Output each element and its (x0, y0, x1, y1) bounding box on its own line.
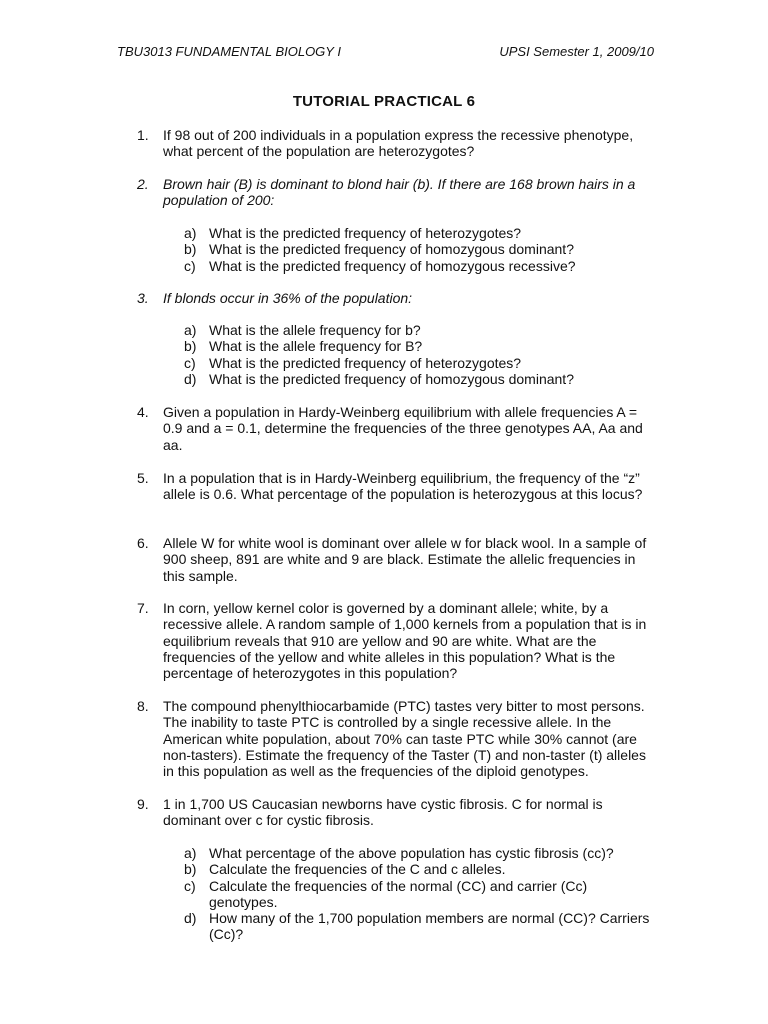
question-text: If 98 out of 200 individuals in a population express the recessive phenotype, what percent of the population are heterozygotes? (163, 127, 634, 160)
question-text: If blonds occur in 36% of the population: (163, 290, 413, 306)
subpart (184, 225, 654, 241)
page-title: TUTORIAL PRACTICAL 6 (292, 93, 476, 110)
subpart-text: How many of the 1,700 population members are normal (CC)? Carriers (Cc)? (209, 910, 650, 943)
question-number: 3. (137, 290, 149, 306)
subpart-text: What is the predicted frequency of homozygous recessive? (209, 257, 576, 274)
subpart-label: b) (184, 338, 197, 355)
question-text: Allele W for white wool is dominant over allele w for black wool. In a sample of 900 sheep, 891 are white and 9 are black. Estimate the allelic frequencies in this sample. (163, 535, 647, 584)
question-number: 5. (137, 470, 149, 486)
question-2-subparts (184, 225, 654, 274)
subpart-text: What is the predicted frequency of homozygous dominant? (209, 241, 574, 258)
question-text: Brown hair (B) is dominant to blond hair (b). If there are 168 brown hairs in a population of 200: (163, 176, 636, 209)
subpart (184, 878, 654, 911)
question-number: 7. (137, 600, 149, 616)
subpart-text: What percentage of the above population has cystic fibrosis (cc)? (209, 845, 614, 861)
question-text: In corn, yellow kernel color is governed by a dominant allele; white, by a recessive allele. A random sample of 1,000 kernels from a population that is in equilibrium reveals that 910 are yellow and 90 are white. What are the frequencies of the yellow and white alleles in this population? What is the percentage of heterozygotes in this population? (163, 600, 647, 682)
subpart (184, 338, 654, 354)
question-number: 8. (137, 698, 149, 714)
subpart (184, 861, 654, 877)
question-number: 2. (137, 176, 149, 192)
question-1 (137, 127, 657, 160)
question-number: 4. (137, 404, 149, 420)
subpart-text: Calculate the frequencies of the normal (CC) and carrier (Cc) genotypes. (209, 877, 588, 910)
question-text: Given a population in Hardy-Weinberg equilibrium with allele frequencies A = 0.9 and a = 0.1, determine the frequencies of the three genotypes AA, Aa and aa. (163, 404, 643, 453)
subpart (184, 258, 654, 274)
subpart-text: What is the predicted frequency of heterozygotes? (209, 354, 522, 371)
subpart-label: b) (184, 861, 197, 878)
question-3 (137, 290, 657, 306)
question-9 (137, 796, 657, 829)
question-7 (137, 600, 657, 681)
question-8 (137, 698, 657, 779)
subpart (184, 241, 654, 257)
question-text: 1 in 1,700 US Caucasian newborns have cystic fibrosis. C for normal is dominant over c for cystic fibrosis. (163, 796, 603, 829)
subpart-text: What is the allele frequency for b? (209, 322, 421, 338)
subpart (184, 910, 654, 943)
subpart (184, 371, 654, 387)
semester-header: UPSI Semester 1, 2009/10 (499, 44, 654, 59)
question-5 (137, 470, 657, 503)
question-text: In a population that is in Hardy-Weinberg equilibrium, the frequency of the “z” allele is 0.6. What percentage of the population is heterozygous at this locus? (163, 470, 643, 503)
subpart-label: a) (184, 322, 197, 338)
question-9-subparts (184, 845, 654, 943)
subpart-label: a) (184, 845, 197, 861)
subpart (184, 845, 654, 861)
question-6 (137, 535, 657, 584)
subpart-text: What is the predicted frequency of heterozygotes? (209, 225, 522, 241)
subpart-label: d) (184, 910, 197, 927)
subpart-text: What is the predicted frequency of homozygous dominant? (209, 370, 574, 387)
question-number: 1. (137, 127, 149, 143)
subpart-label: c) (184, 257, 196, 274)
question-2 (137, 176, 657, 209)
subpart-label: c) (184, 354, 196, 371)
question-text: The compound phenylthiocarbamide (PTC) tastes very bitter to most persons. The inability to taste PTC is controlled by a single recessive allele. In the American white population, about 70% can taste PTC while 30% cannot (are non-tasters). Estimate the frequency of the Taster (T) and non-taster (t) alleles in this population as well as the frequencies of the diploid genotypes. (163, 698, 646, 780)
subpart-label: b) (184, 241, 197, 258)
question-3-subparts (184, 322, 654, 387)
subpart-label: d) (184, 370, 197, 387)
subpart-text: What is the allele frequency for B? (209, 338, 423, 355)
subpart (184, 322, 654, 338)
course-header: TBU3013 FUNDAMENTAL BIOLOGY I (117, 44, 341, 59)
subpart-text: Calculate the frequencies of the C and c alleles. (209, 861, 506, 878)
subpart-label: c) (184, 877, 196, 894)
subpart (184, 355, 654, 371)
question-4 (137, 404, 657, 453)
subpart-label: a) (184, 225, 197, 241)
question-number: 9. (137, 796, 149, 812)
question-number: 6. (137, 535, 149, 551)
